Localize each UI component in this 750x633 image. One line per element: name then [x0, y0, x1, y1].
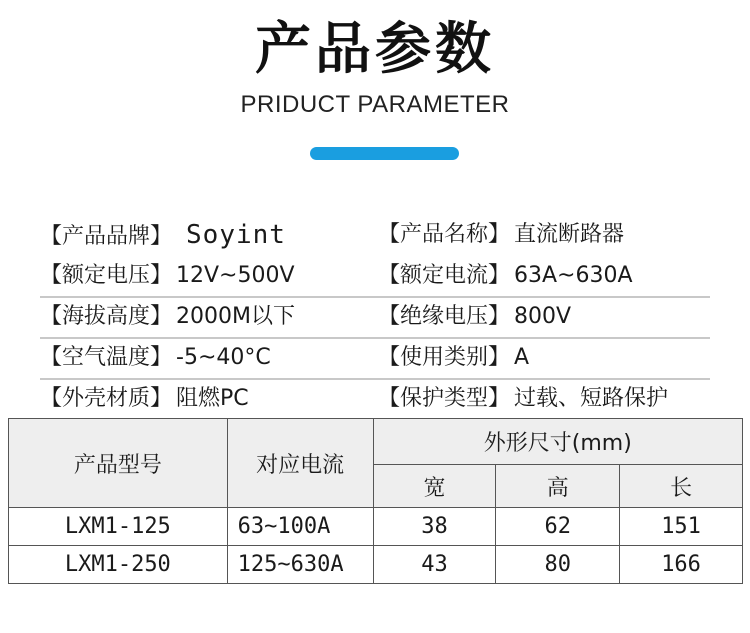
param-label: 【保护类型】	[378, 386, 511, 411]
param-air-temperature	[40, 338, 271, 378]
param-label: 【产品名称】	[378, 222, 511, 247]
param-row	[40, 338, 710, 380]
param-row	[40, 297, 710, 339]
cell-current: 125~630A	[227, 546, 373, 584]
param-brand	[40, 215, 286, 255]
table-row	[9, 546, 743, 584]
cell-width: 38	[373, 508, 496, 546]
param-row	[40, 256, 710, 298]
param-insulation-voltage	[378, 297, 571, 337]
param-label: 【产品品牌】	[40, 224, 173, 249]
table-row	[9, 508, 743, 546]
header-model: 产品型号	[9, 419, 228, 508]
param-label: 【外壳材质】	[40, 386, 173, 411]
cell-model: LXM1-125	[9, 508, 228, 546]
page-subtitle: PRIDUCT PARAMETER	[240, 91, 510, 118]
cell-width: 43	[373, 546, 496, 584]
param-value: 2000M以下	[176, 304, 295, 329]
param-value: 63A~630A	[514, 263, 633, 288]
header-length: 长	[620, 465, 743, 508]
cell-model: LXM1-250	[9, 546, 228, 584]
cell-height: 62	[496, 508, 620, 546]
cell-current: 63~100A	[227, 508, 373, 546]
header-current: 对应电流	[227, 419, 373, 508]
cell-length: 166	[620, 546, 743, 584]
spec-table	[8, 418, 743, 584]
param-value: 800V	[514, 304, 572, 329]
param-value: 直流断路器	[514, 222, 625, 247]
header-height: 高	[496, 465, 620, 508]
param-usage-category	[378, 338, 529, 378]
header-dimensions: 外形尺寸(mm)	[373, 419, 742, 465]
param-product-name	[378, 215, 624, 255]
param-label: 【额定电压】	[40, 263, 173, 288]
param-row	[40, 215, 710, 255]
param-value: -5~40°C	[176, 345, 271, 370]
param-protection-type	[378, 379, 668, 419]
param-housing-material	[40, 379, 249, 419]
param-label: 【使用类别】	[378, 345, 511, 370]
param-label: 【绝缘电压】	[378, 304, 511, 329]
param-value: 阻燃PC	[176, 386, 249, 411]
param-label: 【海拔高度】	[40, 304, 173, 329]
param-value: Soyint	[186, 220, 286, 250]
header-width: 宽	[373, 465, 496, 508]
page-title: 产品参数	[255, 17, 495, 82]
param-altitude	[40, 297, 295, 337]
param-rated-current	[378, 256, 633, 296]
param-value: 过载、短路保护	[514, 386, 669, 411]
table-header-row	[9, 419, 743, 465]
param-value: 12V~500V	[176, 263, 295, 288]
accent-divider	[310, 147, 459, 160]
param-row	[40, 379, 710, 419]
cell-length: 151	[620, 508, 743, 546]
param-label: 【额定电流】	[378, 263, 511, 288]
param-rated-voltage	[40, 256, 295, 296]
param-label: 【空气温度】	[40, 345, 173, 370]
cell-height: 80	[496, 546, 620, 584]
param-value: A	[514, 345, 530, 370]
